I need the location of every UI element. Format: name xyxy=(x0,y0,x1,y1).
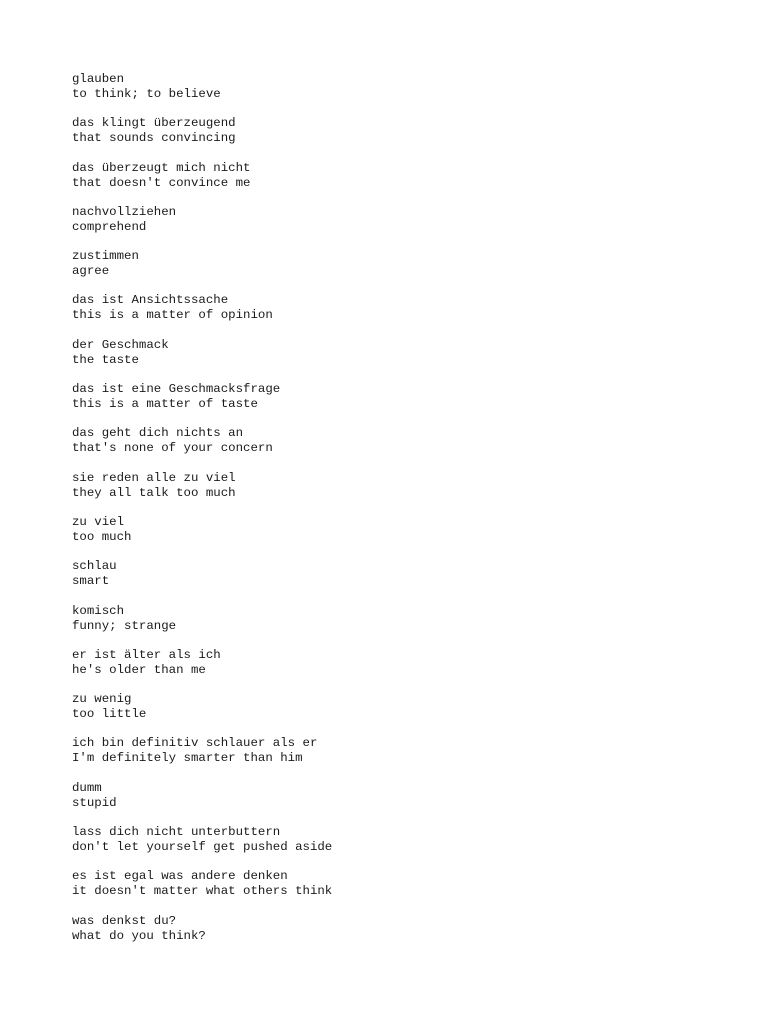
german-term: glauben xyxy=(72,72,125,86)
vocab-entry xyxy=(72,648,712,678)
german-term: der Geschmack xyxy=(72,337,169,352)
vocab-entry xyxy=(72,382,712,412)
vocab-entry xyxy=(72,293,712,323)
vocab-entry xyxy=(72,471,712,501)
german-term: sie reden alle zu viel xyxy=(72,470,236,485)
vocab-entry xyxy=(72,161,712,191)
german-term: das ist eine Geschmacksfrage xyxy=(72,382,281,397)
english-translation: funny; strange xyxy=(72,618,177,633)
german-term: zu viel xyxy=(72,514,125,529)
english-translation: stupid xyxy=(72,795,117,810)
german-term: dumm xyxy=(72,780,102,795)
english-translation: that's none of your concern xyxy=(72,441,273,456)
vocab-entry xyxy=(72,869,712,899)
german-term: das ist Ansichtssache xyxy=(72,293,229,308)
english-translation: I'm definitely smarter than him xyxy=(72,751,303,766)
english-translation: too little xyxy=(72,707,147,722)
german-term: es ist egal was andere denken xyxy=(72,869,288,884)
english-translation: the taste xyxy=(72,352,139,367)
german-term: das klingt überzeugend xyxy=(72,116,236,131)
german-term: zu wenig xyxy=(72,692,132,707)
vocab-entry xyxy=(72,249,712,279)
english-translation: it doesn't matter what others think xyxy=(72,884,333,899)
english-translation: don't let yourself get pushed aside xyxy=(72,840,333,855)
vocab-entry xyxy=(72,604,712,634)
vocab-entry xyxy=(72,72,712,102)
vocab-entry xyxy=(72,426,712,456)
german-term: zustimmen xyxy=(72,249,139,264)
german-term: schlau xyxy=(72,559,117,574)
vocab-entry xyxy=(72,914,712,944)
german-term: das überzeugt mich nicht xyxy=(72,160,251,175)
english-translation: smart xyxy=(72,574,110,589)
vocab-entry xyxy=(72,692,712,722)
english-translation: that doesn't convince me xyxy=(72,175,251,190)
english-translation: they all talk too much xyxy=(72,485,236,500)
vocab-entry xyxy=(72,116,712,146)
german-term: was denkst du? xyxy=(72,913,177,928)
vocab-entry xyxy=(72,825,712,855)
english-translation: he's older than me xyxy=(72,662,206,677)
german-term: nachvollziehen xyxy=(72,204,177,219)
vocab-entry xyxy=(72,338,712,368)
german-term: komisch xyxy=(72,603,125,618)
english-translation: this is a matter of opinion xyxy=(72,308,273,323)
vocab-entry xyxy=(72,781,712,811)
german-term: er ist älter als ich xyxy=(72,647,221,662)
english-translation: too much xyxy=(72,529,132,544)
vocab-entry xyxy=(72,515,712,545)
english-translation: comprehend xyxy=(72,219,147,234)
vocab-entry xyxy=(72,205,712,235)
english-translation: that sounds convincing xyxy=(72,131,236,146)
english-translation: to think; to believe xyxy=(72,87,221,101)
english-translation: what do you think? xyxy=(72,928,206,943)
vocab-entry xyxy=(72,559,712,589)
german-term: das geht dich nichts an xyxy=(72,426,244,441)
german-term: ich bin definitiv schlauer als er xyxy=(72,736,318,751)
english-translation: agree xyxy=(72,264,110,279)
german-term: lass dich nicht unterbuttern xyxy=(72,825,281,840)
english-translation: this is a matter of taste xyxy=(72,397,258,412)
vocabulary-list xyxy=(72,72,712,958)
vocab-entry xyxy=(72,736,712,766)
